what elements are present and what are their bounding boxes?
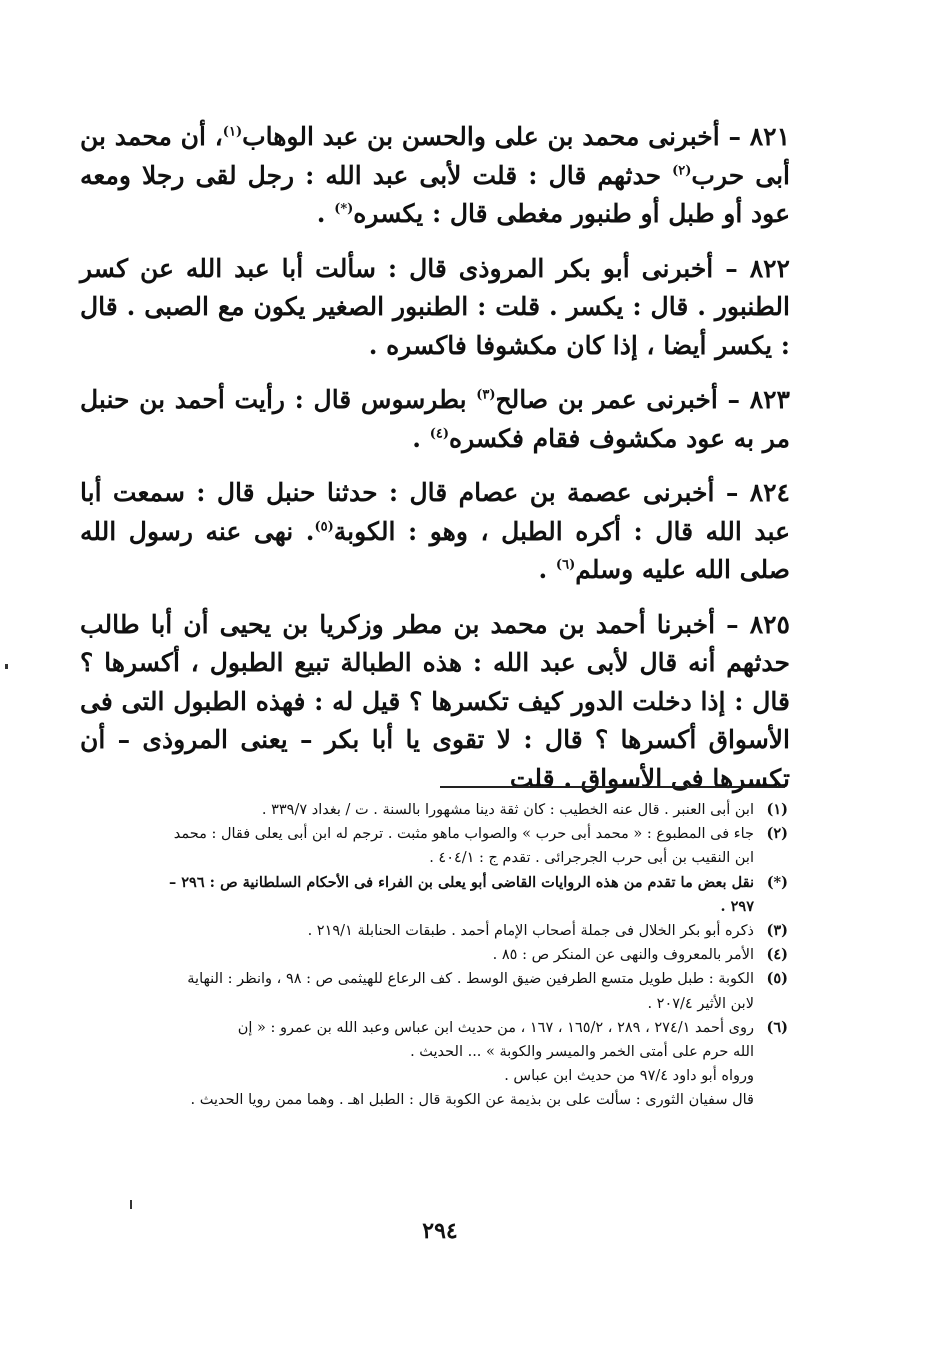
page-number: ٢٩٤ — [422, 1218, 458, 1244]
footnote-star: (*) نقل بعض ما تقدم من هذه الروايات القاضى أبو يعلى بن الفراء فى الأحكام السلطانية ص : ٢٩٦ – ٢٩٧ . — [88, 871, 788, 919]
footnote-6: (٦) روى أحمد ٢٧٤/١ ، ٢٨٩ ، ١٦٥/٢ ، ١٦٧ ، من حديث ابن عباس وعبد الله بن عمرو : « إن الله حرم على أمتى الخمر والميسر والكوبة » ... الحديث . ورواه أبو داود ٩٧/٤ من حديث ابن عباس . قال سفيان الثورى : سألت على بن بذيمة عن الكوبة قال : الطبل اهـ . وهما ممن رويا الحديث . — [88, 1016, 788, 1113]
footnote-label: (٣) — [766, 922, 788, 940]
paragraph-825: ٨٢٥ – أخبرنا أحمد بن محمد بن مطر وزكريا بن يحيى أن أبا طالب حدثهم أنه قال لأبى عبد الله : هذه الطبالة تبيع الطبول ، أكسرها ؟ قال : إذا دخلت الدور كيف تكسرها ؟ قيل له : فهذه الطبول التى فى الأسواق أكسرها ؟ قال : لا تقوى يا أبا بكر – يعنى المروذى – أن تكسرها فى الأسواق . قلت — [80, 609, 790, 793]
paragraph-number: ٨٢٥ – — [726, 609, 790, 639]
scan-speck — [130, 1200, 132, 1209]
footnote-label: (*) — [766, 873, 788, 891]
paragraph-823: ٨٢٣ – أخبرنى عمر بن صالح$^{(٣)}$ بطرسوس قال : رأيت أحمد بن حنبل مر به عود مكشوف فقام فكسره$^{(٤)}$ . — [80, 385, 790, 453]
footnote-label: (١) — [766, 801, 788, 818]
paragraph-821: ٨٢١ – أخبرنى محمد بن على والحسن بن عبد الوهاب$^{(١)}$، أن محمد بن أبى حرب$^{(٢)}$ حدثهم قال : قلت لأبى عبد الله : رجل لقى رجلا ومعه عود أو طبل أو طنبور مغطى قال : يكسره(*) . — [80, 122, 791, 228]
footnote-3: (٣) ذكره أبو بكر الخلال فى جملة أصحاب الإمام أحمد . طبقات الحنابلة ٢١٩/١ . — [88, 919, 788, 943]
main-text — [80, 118, 790, 814]
paragraph-824: ٨٢٤ – أخبرنى عصمة بن عصام قال : حدثنا حنبل قال : سمعت أبا عبد الله قال : أكره الطبل ، وهو : الكوبة$^{(٥)}$. نهى عنه رسول الله صلى الله عليه وسلم$^{(٦)}$ . — [80, 478, 790, 584]
footnotes — [88, 798, 788, 1113]
footnote-ref: (*) — [334, 201, 354, 217]
footnote-5: (٥) الكوبة : طبل طويل متسع الطرفين ضيق الوسط . كف الرعاع للهيثمى ص : ٩٨ ، وانظر : النهاية لابن الأثير ٢٠٧/٤ . — [88, 967, 788, 1015]
footnote-ref: (٢) — [672, 163, 692, 179]
paragraph-number: ٨٢١ – — [728, 122, 791, 151]
footnote-label: (٦) — [766, 1018, 788, 1036]
footnote-ref: (٤) — [429, 426, 449, 442]
footnote-label: (٢) — [766, 825, 788, 843]
footnote-label: (٤) — [766, 946, 788, 964]
paragraph-number: ٨٢٢ – — [725, 253, 790, 283]
paragraph-number: ٨٢٣ – — [727, 385, 790, 414]
footnote-label: (٥) — [766, 970, 788, 988]
scan-speck — [5, 664, 8, 669]
footnote-ref: (١) — [222, 124, 243, 140]
paragraph-822: ٨٢٢ – أخبرنى أبو بكر المروذى قال : سألت أبا عبد الله عن كسر الطنبور . قال : يكسر . قلت : الطنبور الصغير يكون مع الصبى . قال : يكسر أيضا ، إذا كان مكشوفا فاكسره . — [80, 253, 790, 360]
footnote-divider — [440, 786, 785, 788]
paragraph-number: ٨٢٤ – — [725, 478, 790, 507]
footnote-1: (١) ابن أبى العنبر . قال عنه الخطيب : كان ثقة دينا مشهورا بالسنة . ت / بغداد ٣٣٩/٧ . — [88, 798, 788, 822]
footnote-ref: (٦) — [555, 557, 576, 573]
footnote-2: (٢) جاء فى المطبوع : « محمد أبى حرب » والصواب ماهو مثبت . ترجم له ابن أبى يعلى فقال : محمد ابن النقيب بن أبى حرب الجرجرائى . تقدم ج : ٤٠٤/١ . — [88, 822, 788, 870]
footnote-4: (٤) الأمر بالمعروف والنهى عن المنكر ص : ٨٥ . — [88, 943, 788, 967]
footnote-ref: (٥) — [314, 519, 334, 535]
footnote-ref: (٣) — [476, 387, 496, 403]
